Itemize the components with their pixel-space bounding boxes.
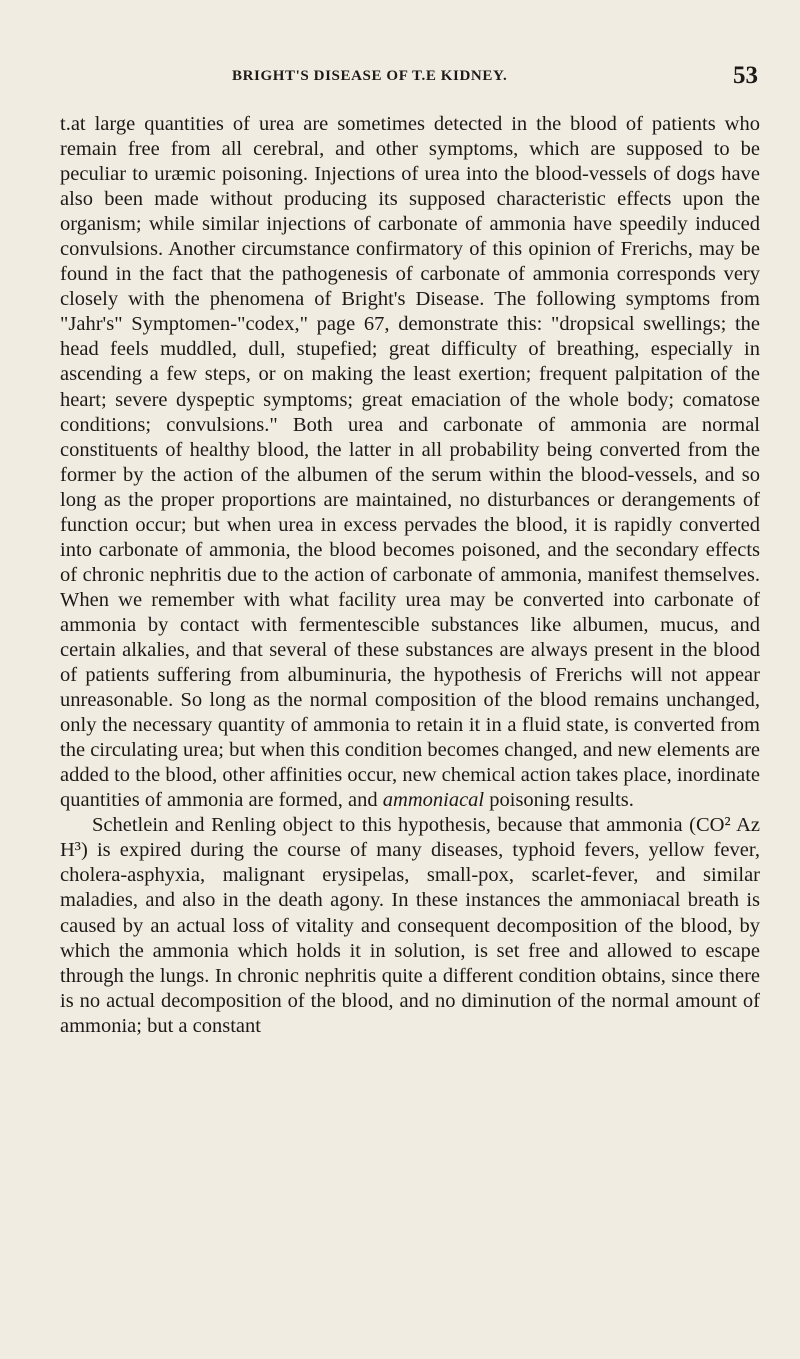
running-title: BRIGHT'S DISEASE OF T.E KIDNEY. — [232, 68, 508, 84]
paragraph-continuation — [60, 112, 760, 813]
running-head — [60, 62, 772, 94]
paragraph-text-end: poisoning results. — [489, 789, 634, 812]
paragraph: Schetlein and Renling object to this hypothesis, because that ammonia (CO² Az H³) is expired during the course of many diseases, typhoid fevers, yellow fever, cholera-asphyxia, malignant erysipelas, small-pox, scarlet-fever, and similar maladies, and also in the death agony. In these instances the ammoniacal breath is caused by an actual loss of vitality and consequent decomposition of the blood, by which the ammonia which holds it in solution, is set free and allowed to escape through the lungs. In chronic nephritis quite a different condition obtains, since there is no actual decomposition of the blood, and no diminution of the normal amount of ammonia; but a constant — [60, 814, 760, 1037]
paragraph-text: t.at large quantities of urea are sometimes detected in the blood of patients who remain free from all cerebral, and other symptoms, which are supposed to be peculiar to uræmic poisoning. Injections of urea into the blood-vessels of dogs have also been made without producing its supposed characteristic effects upon the organism; while similar injections of carbonate of ammonia have speedily induced convulsions. Another circumstance confirmatory of this opinion of Frerichs, may be found in the fact that the pathogenesis of carbonate of ammonia corresponds very closely with the phenomena of Bright's Disease. The following symptoms from "Jahr's" Symptomen-"codex," page 67, demonstrate this: "dropsical swellings; the head feels muddled, dull, stupefied; great difficulty of breathing, especially in ascending a few steps, or on making the least exertion; frequent palpitation of the heart; severe dyspeptic symptoms; great emaciation of the whole body; comatose conditions; convulsions." Both urea and carbonate of ammonia are normal constituents of healthy blood, the latter in all probability being converted from the former by the action of the albumen of the serum within the blood-vessels, and so long as the proper proportions are maintained, no disturbances or derangements of function occur; but when urea in excess pervades the blood, it is rapidly converted into carbonate of ammonia, the blood becomes poisoned, and the secondary effects of chronic nephritis due to the action of carbonate of ammonia, manifest themselves. When we remember with what facility urea may be converted into carbonate of ammonia by contact with fermentescible substances like albumen, mucus, and certain alkalies, and that several of these substances are always present in the blood of patients suffering from albuminuria, the hypothesis of Frerichs will not appear unreasonable. So long as the normal composition of the blood remains unchanged, only the necessary quantity of ammonia to retain it in a fluid state, is converted from the circulating urea; but when this condition becomes changed, and new elements are added to the blood, other affinities occur, new chemical action takes place, inordinate quantities of ammonia are formed, and — [60, 113, 760, 812]
page-number: 53 — [733, 62, 758, 89]
body-text — [60, 112, 760, 1039]
emphasized-term: ammoniacal — [382, 789, 485, 812]
